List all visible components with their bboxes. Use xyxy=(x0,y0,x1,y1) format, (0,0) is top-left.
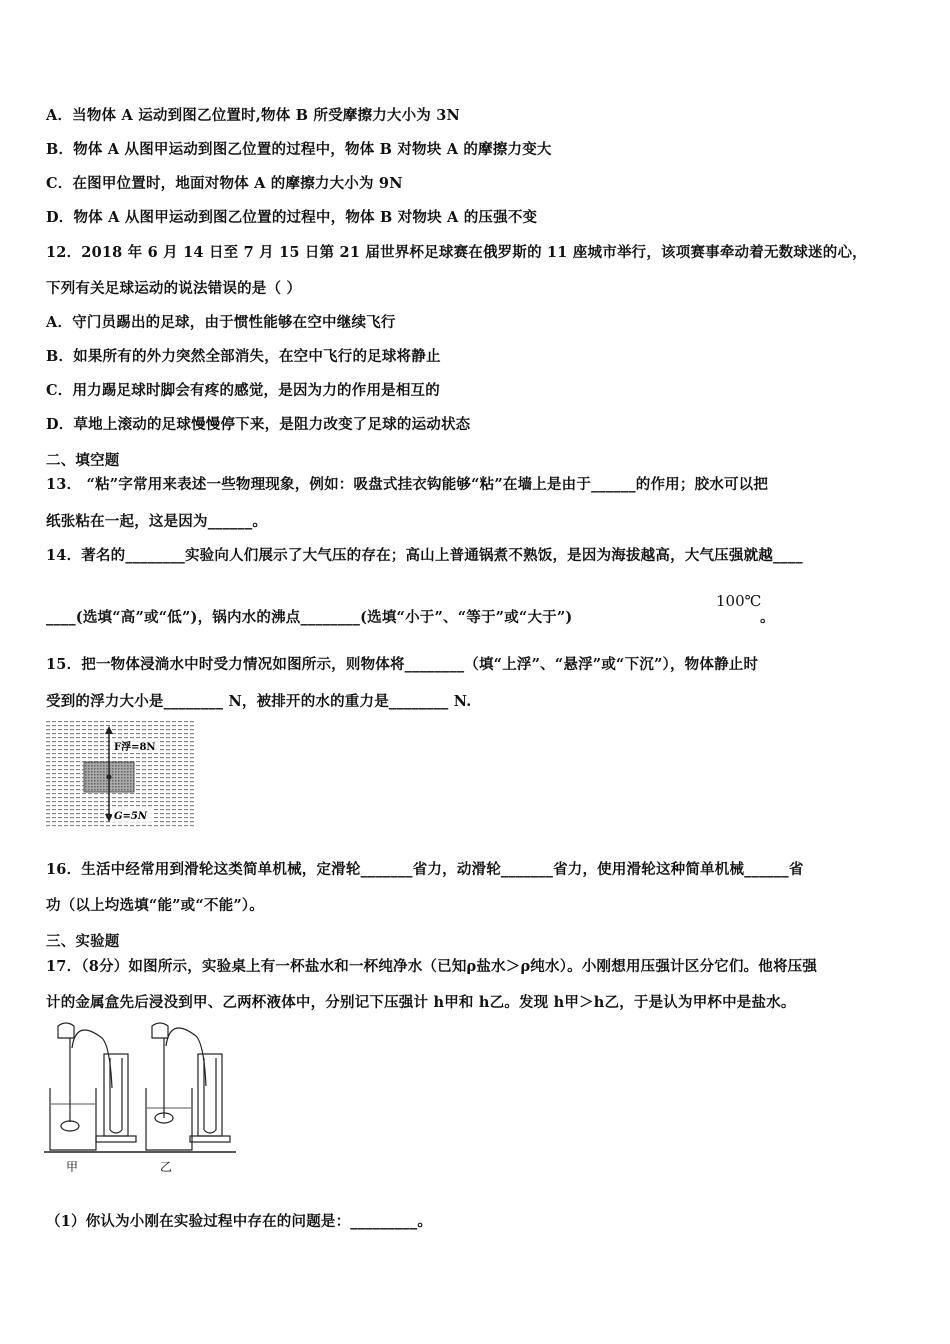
q11-option-b: B．物体 A 从图甲运动到图乙位置的过程中，物体 B 对物块 A 的摩擦力变大 xyxy=(46,141,552,158)
q11-option-a: A．当物体 A 运动到图乙位置时,物体 B 所受摩擦力大小为 3N xyxy=(46,107,460,124)
section-fill-in-heading: 二、填空题 xyxy=(46,452,120,469)
q15-figure-svg xyxy=(46,720,194,828)
q17-line2: 计的金属盒先后浸没到甲、乙两杯液体中，分别记下压强计 h甲和 h乙。发现 h甲＞h乙，于是认为甲杯中是盐水。 xyxy=(46,994,796,1011)
buoyancy-label: F浮=8N xyxy=(114,742,156,753)
q17-pressure-gauge-figure xyxy=(44,1018,236,1176)
q11-option-c: C．在图甲位置时，地面对物体 A 的摩擦力大小为 9N xyxy=(46,175,403,192)
q12-option-d: D．草地上滚动的足球慢慢停下来，是阻力改变了足球的运动状态 xyxy=(46,416,471,433)
q15-line1: 15．把一物体浸淌水中时受力情况如图所示，则物体将________（填“上浮”、“悬浮”或“下沉”），物体静止时 xyxy=(46,656,759,673)
q16-line2: 功（以上均选填“能”或“不能”）。 xyxy=(46,897,265,914)
setup-yi xyxy=(146,1023,230,1150)
caption-jia: 甲 xyxy=(66,1160,79,1174)
caption-yi: 乙 xyxy=(160,1160,173,1174)
q12-stem-line1: 12．2018 年 6 月 14 日至 7 月 15 日第 21 届世界杯足球赛在俄罗斯的 11 座城市举行，该项赛事牵动着无数球迷的心， xyxy=(46,244,867,261)
q11-option-d: D．物体 A 从图甲运动到图乙位置的过程中，物体 B 对物块 A 的压强不变 xyxy=(46,209,538,226)
q17-sub1: （1）你认为小刚在实验过程中存在的问题是：_________。 xyxy=(46,1213,433,1230)
q12-option-b: B．如果所有的外力突然全部消失，在空中飞行的足球将静止 xyxy=(46,348,441,365)
q12-option-a: A．守门员踢出的足球，由于惯性能够在空中继续飞行 xyxy=(46,314,396,331)
q14-line2: ____(选填“高”或“低”)，锅内水的沸点________(选填“小于”、“等于”或“大于”) xyxy=(46,609,573,626)
section-experiment-heading: 三、实验题 xyxy=(46,933,120,950)
q17-line1: 17．（8分）如图所示，实验桌上有一杯盐水和一杯纯净水（已知ρ盐水＞ρ纯水）。小刚想用压强计区分它们。他将压强 xyxy=(46,958,818,975)
q14-end: 。 xyxy=(760,609,775,626)
beaker-jia xyxy=(50,1088,96,1150)
q13-line2: 纸张粘在一起，这是因为______。 xyxy=(46,513,268,530)
q15-buoyancy-figure xyxy=(46,720,194,828)
beaker-yi xyxy=(146,1088,192,1150)
q17-figure-svg xyxy=(44,1018,236,1156)
q14-temperature: 100℃ xyxy=(716,592,762,610)
q14-line1: 14．著名的________实验向人们展示了大气压的存在；高山上普通锅煮不熟饭，是因为海拔越高，大气压强就越____ xyxy=(46,547,803,564)
setup-jia xyxy=(50,1023,136,1150)
q15-line2: 受到的浮力大小是________ N，被排开的水的重力是________ N. xyxy=(46,693,472,710)
q12-option-c: C．用力踢足球时脚会有疼的感觉，是因为力的作用是相互的 xyxy=(46,382,440,399)
gravity-label: G=5N xyxy=(114,811,148,822)
q16-line1: 16．生活中经常用到滑轮这类简单机械，定滑轮_______省力，动滑轮_______省力，使用滑轮这种简单机械______省 xyxy=(46,861,804,878)
q13-line1: 13． “粘”字常用来表述一些物理现象，例如：吸盘式挂衣钩能够“粘”在墙上是由于______的作用；胶水可以把 xyxy=(46,476,769,493)
q12-stem-line2: 下列有关足球运动的说法错误的是（ ） xyxy=(46,280,302,297)
